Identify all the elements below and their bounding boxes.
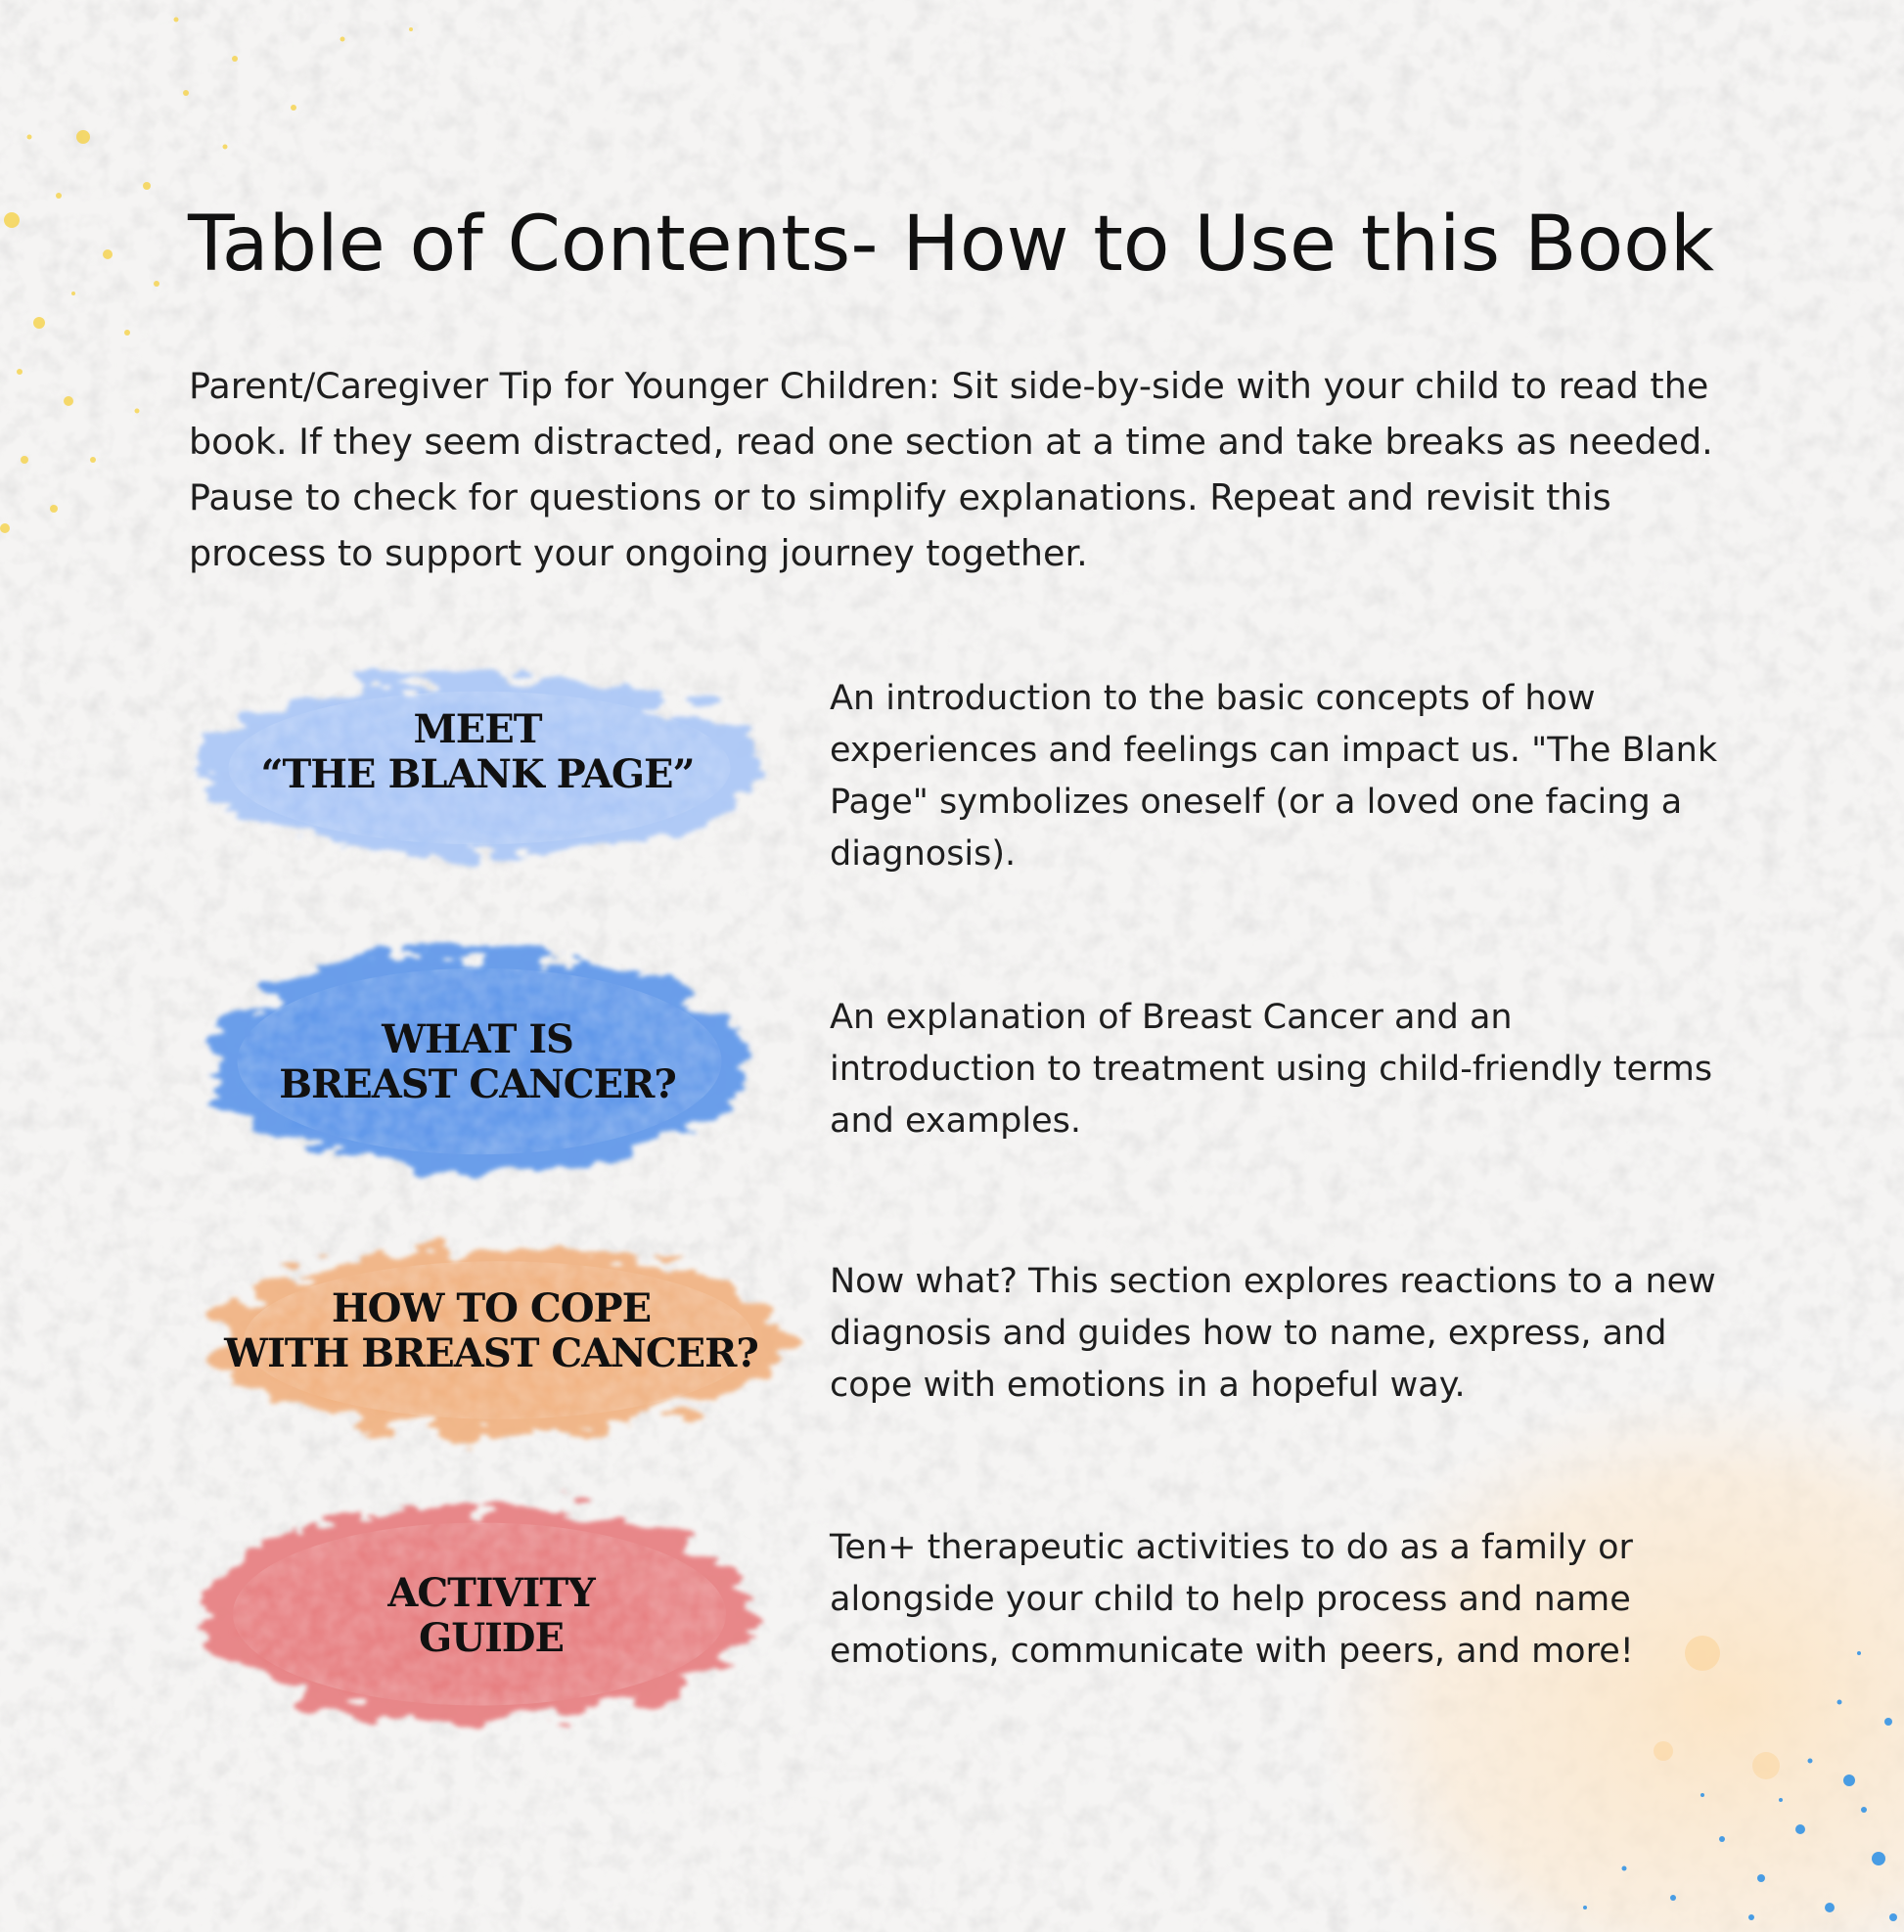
section-desc-meet-blank-page: An introduction to the basic concepts of how experiences and feelings can impact us. "The Blank Page" symbolizes oneself (or a loved one facing a diagnosis). [830,679,1718,874]
section-label-line1: WHAT IS [382,1016,573,1062]
section-label-line1: HOW TO COPE [331,1285,652,1331]
section-label-line2: BREAST CANCER? [279,1061,676,1107]
page-title: Table of Contents- How to Use this Book [188,201,1715,289]
section-desc-what-is-breast-cancer: An explanation of Breast Cancer and an introduction to treatment using child-friendly terms and examples. [830,998,1713,1141]
section-label-line1: MEET [413,706,542,752]
section-desc-how-to-cope: Now what? This section explores reactions to a new diagnosis and guides how to name, express, and cope with emotions in a hopeful way. [830,1262,1716,1405]
section-label-meet-blank-page [204,707,751,797]
section-desc-activity-guide: Ten+ therapeutic activities to do as a family or alongside your child to help process and name emotions, communicate with peers, and more! [830,1528,1634,1671]
section-label-line2: WITH BREAST CANCER? [224,1330,758,1376]
section-label-activity-guide [217,1571,765,1661]
section-label-line2: GUIDE [419,1615,564,1661]
section-label-how-to-cope [217,1286,765,1376]
section-label-what-is-breast-cancer [204,1017,751,1107]
section-label-line2: “THE BLANK PAGE” [260,751,695,797]
caregiver-tip-paragraph: Parent/Caregiver Tip for Younger Children: Sit side-by-side with your child to read the book. If they seem distracted, read one section at a time and take breaks as needed. Pause to check for questions or to simplify explanations. Repeat and revisit this process to support your ongoing journey together. [189,365,1713,574]
section-label-line1: ACTIVITY [387,1570,595,1616]
